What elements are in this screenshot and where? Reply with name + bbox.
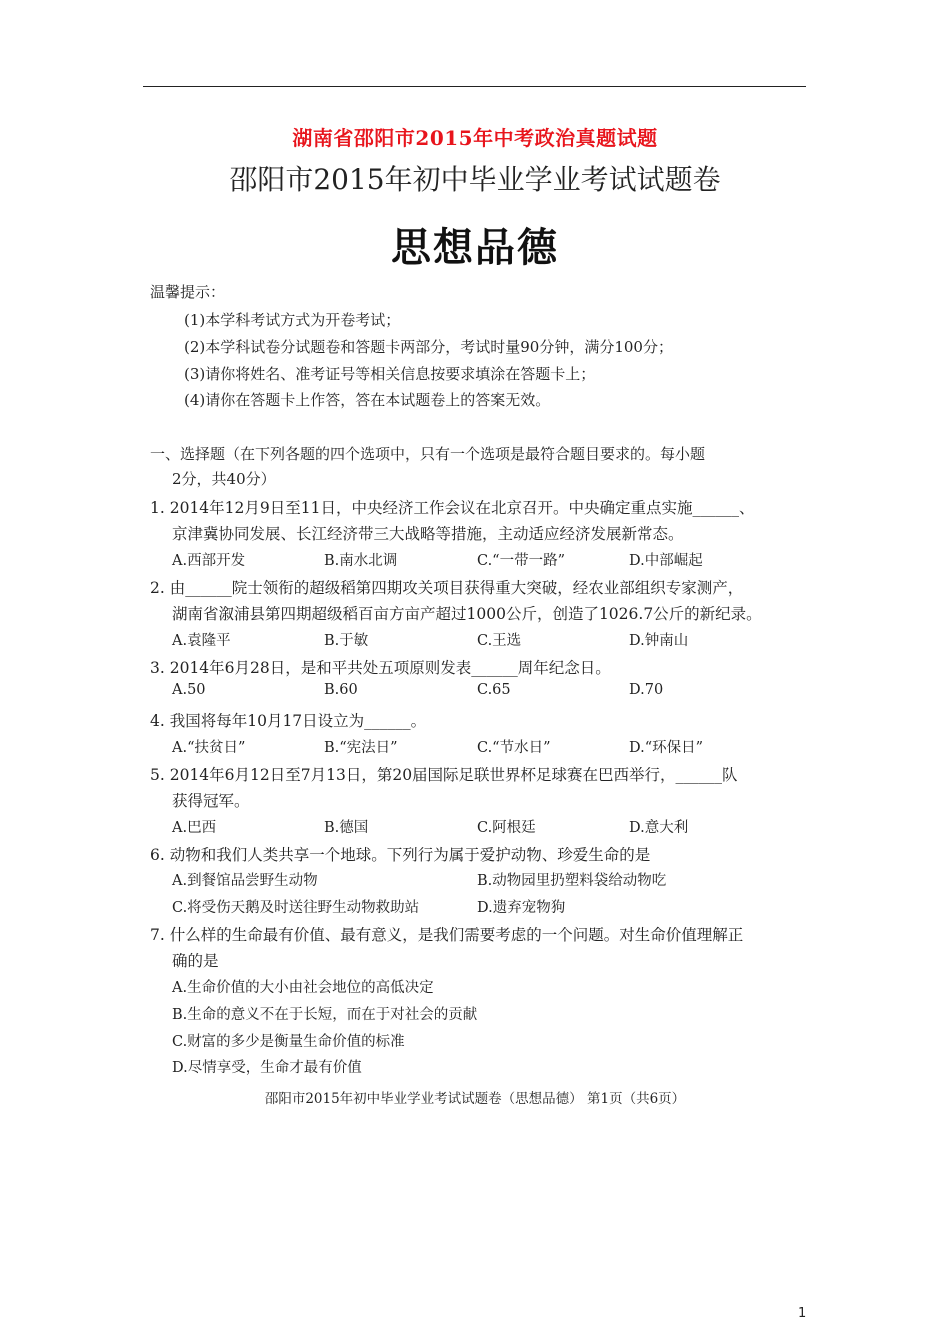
option-c: C.65: [477, 682, 511, 698]
question-6: 6. 动物和我们人类共享一个地球。下列行为属于爱护动物、珍爱生命的是: [150, 846, 651, 864]
option-d: D.意大利: [629, 820, 689, 836]
question-1-cont: 京津冀协同发展、长江经济带三大战略等措施，主动适应经济发展新常态。: [172, 525, 684, 543]
option-d: D.中部崛起: [629, 553, 703, 569]
question-2: 2. 由______院士领衔的超级稻第四期攻关项目获得重大突破，经农业部组织专家测产，: [150, 579, 744, 597]
question-1-options: [172, 549, 772, 569]
option-a: A.生命价值的大小由社会地位的高低决定: [172, 980, 434, 996]
option-b: B.动物园里扔塑料袋给动物吃: [477, 873, 667, 889]
top-rule: [143, 86, 806, 87]
option-b: B.“宪法日”: [324, 740, 398, 756]
option-b: B.60: [324, 682, 358, 698]
tips-heading: 温馨提示：: [150, 283, 226, 301]
question-3: 3. 2014年6月28日，是和平共处五项原则发表______周年纪念日。: [150, 659, 611, 677]
option-d: D.70: [629, 682, 664, 698]
question-5-options: [172, 816, 772, 836]
page-footer: 邵阳市2015年初中毕业学业考试试题卷（思想品德） 第1页（共6页）: [264, 1091, 686, 1107]
option-b: B.于敏: [324, 633, 369, 649]
tip-item: (1)本学科考试方式为开卷考试；: [184, 311, 401, 329]
subject-title: 思想品德: [391, 224, 559, 271]
option-d: D.钟南山: [629, 633, 689, 649]
section-heading: 一、选择题（在下列各题的四个选项中，只有一个选项是最符合题目要求的。每小题: [150, 445, 706, 463]
option-d: D.遗弃宠物狗: [477, 900, 566, 916]
option-d: D.尽情享受，生命才最有价值: [172, 1060, 362, 1076]
tip-item: (2)本学科试卷分试题卷和答题卡两部分，考试时量90分钟，满分100分；: [184, 338, 673, 356]
tip-item: (4)请你在答题卡上作答，答在本试题卷上的答案无效。: [184, 391, 551, 409]
question-1: 1. 2014年12月9日至11日，中央经济工作会议在北京召开。中央确定重点实施______、: [150, 499, 755, 517]
page-number: 1: [798, 1306, 807, 1321]
option-a: A.袁隆平: [172, 633, 231, 649]
option-b: B.生命的意义不在于长短，而在于对社会的贡献: [172, 1007, 478, 1023]
option-d: D.“环保日”: [629, 740, 704, 756]
question-6-options-row2: [172, 896, 772, 916]
question-2-options: [172, 629, 772, 649]
exam-title: 邵阳市2015年初中毕业学业考试试题卷: [229, 163, 721, 196]
option-a: A.巴西: [172, 820, 217, 836]
document-title: 湖南省邵阳市2015年中考政治真题试题: [292, 126, 658, 150]
option-b: B.南水北调: [324, 553, 398, 569]
question-5: 5. 2014年6月12日至7月13日，第20届国际足联世界杯足球赛在巴西举行，______队: [150, 766, 738, 784]
option-b: B.德国: [324, 820, 369, 836]
question-6-options-row1: [172, 869, 772, 889]
section-heading-cont: 2分，共40分）: [172, 470, 276, 488]
question-3-options: [172, 682, 772, 702]
question-2-cont: 湖南省溆浦县第四期超级稻百亩方亩产超过1000公斤，创造了1026.7公斤的新纪录。: [172, 605, 762, 623]
option-c: C.财富的多少是衡量生命价值的标准: [172, 1034, 405, 1050]
question-4: 4. 我国将每年10月17日设立为______。: [150, 712, 427, 730]
option-a: A.50: [172, 682, 206, 698]
option-c: C.阿根廷: [477, 820, 536, 836]
question-7: 7. 什么样的生命最有价值、最有意义，是我们需要考虑的一个问题。对生命价值理解正: [150, 926, 744, 944]
question-4-options: [172, 736, 772, 756]
option-c: C.王选: [477, 633, 522, 649]
question-7-cont: 确的是: [172, 952, 219, 970]
question-5-cont: 获得冠军。: [172, 792, 250, 810]
option-a: A.到餐馆品尝野生动物: [172, 873, 318, 889]
option-a: A.“扶贫日”: [172, 740, 246, 756]
option-c: C.“一带一路”: [477, 553, 566, 569]
option-c: C.“节水日”: [477, 740, 551, 756]
option-a: A.西部开发: [172, 553, 246, 569]
option-c: C.将受伤天鹅及时送往野生动物救助站: [172, 900, 420, 916]
tip-item: (3)请你将姓名、准考证号等相关信息按要求填涂在答题卡上；: [184, 365, 596, 383]
